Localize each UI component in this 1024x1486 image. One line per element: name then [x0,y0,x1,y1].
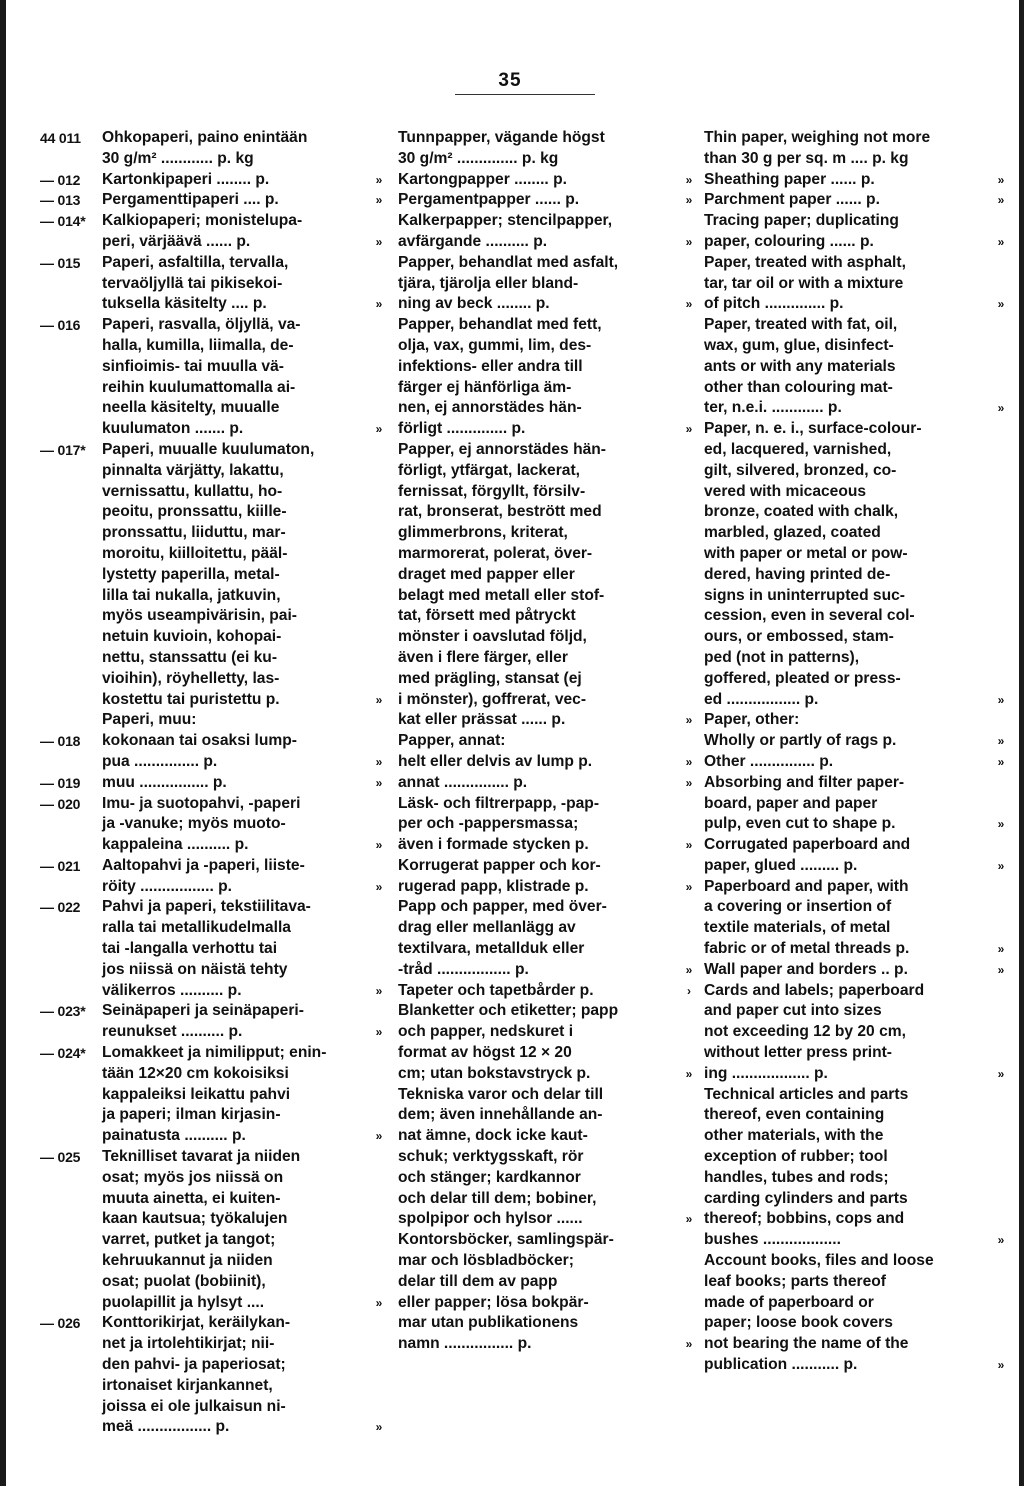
swedish-description: Kalkerpapper; stencilpapper, avfärgande .......... p. [398,212,613,250]
tariff-code: — 018 [40,733,81,750]
swedish-description: Papper, ej annorstädes hän- förligt, ytfärgat, lackerat, fernissat, förgyllt, försilv- rat, bronserat, bestrött med glimmerbrons, kriterat, marmorerat, polerat, över- draget med papper eller belagt med metall eller stof- tat, försett med påtryckt mönster i oavslutad följd, även i flere färger, eller med prägling, stansat (ej i mönster), goffrerat, vec- kat eller prässat ...... p. [398,440,606,729]
finnish-entry [40,1147,383,1313]
swedish-entry [398,897,693,980]
english-entry [704,315,1005,419]
tariff-code: — 012 [40,171,81,188]
finnish-entry [40,128,364,170]
english-entry [704,752,1005,773]
ditto-mark: » [997,1358,1005,1373]
english-description: Paper, n. e. i., surface-colour- ed, lacquered, varnished, gilt, silvered, bronzed, co- vered with micaceous bronze, coated with chalk, marbled, glazed, coated with paper or metal or pow- dered, having printed de- signs in uninterrupted suc- cession, even in several col- ours, or embossed, stam- ped (not in patterns), goffered, pleated or press- ed ................. p. [704,420,922,708]
finnish-description: Paperi, asfaltilla, tervalla, tervaöljyllä tai pikisekoi- tuksella käsitelty .... p. [102,253,289,313]
swedish-description: Tunnpapper, vägande högst 30 g/m² .............. p. kg [398,129,605,167]
finnish-entry [40,211,383,253]
english-entry [704,128,986,170]
swedish-description: Papper, behandlat med fett, olja, vax, gummi, lim, des- infektions- eller andra till färger ej hänförliga äm- nen, ej annorstädes hän- förligt .............. p. [398,316,602,438]
ditto-mark: » [375,297,383,312]
swedish-description: Tapeter och tapetbårder p. [398,981,594,999]
swedish-column [398,128,693,1355]
ditto-mark: » [685,1212,693,1227]
tariff-code: — 024* [40,1045,86,1062]
swedish-description: Tekniska varor och delar till dem; även innehållande an- nat ämne, dock icke kaut- schuk; verktygsskaft, rör och stänger; kardkannor och delar till dem; bobiner, spolpipor och hylsor ...... [398,1085,604,1228]
english-entry [704,773,1005,835]
ditto-mark: » [997,692,1005,707]
finnish-description: Paperi, rasvalla, öljyllä, va- halla, kumilla, liimalla, de- sinfioimis- tai muulla vä- reihin kuulumattomalla ai- neella käsitelty, muualle kuulumaton ....... p. [102,316,301,438]
ditto-mark: » [997,734,1005,749]
finnish-entry [40,897,383,1001]
finnish-entry [40,440,383,710]
finnish-description: Imu- ja suotopahvi, -paperi ja -vanuke; myös muoto- kappaleina .......... p. [102,794,301,854]
swedish-entry [398,440,693,731]
finnish-description: kokonaan tai osaksi lump- pua ............... p. [102,732,297,770]
ditto-mark: » [997,817,1005,832]
finnish-entry [40,710,364,731]
tariff-code: — 016 [40,317,81,334]
finnish-description: Pergamenttipaperi .... p. [102,191,279,209]
ditto-mark: » [375,1025,383,1040]
english-description: Paper, treated with asphalt, tar, tar oil or with a mixture of pitch .............. p. [704,253,906,313]
swedish-entry [398,981,691,1002]
tariff-code: 44 011 [40,130,81,146]
english-column [704,128,1005,1376]
english-description: Other ............... p. [704,752,834,770]
ditto-mark: » [997,1066,1005,1081]
ditto-mark: » [685,422,693,437]
swedish-entry [398,1001,693,1084]
finnish-entry [40,315,383,440]
tariff-code: — 023* [40,1003,86,1020]
finnish-entry [40,856,383,898]
english-entry [704,710,1005,752]
finnish-entry [40,731,383,773]
swedish-description: Papper, behandlat med asfalt, tjära, tjärolja eller bland- ning av beck ........ p. [398,253,619,313]
swedish-entry [398,1230,693,1355]
english-description: Account books, files and loose leaf books; parts thereof made of paperboard or paper; loose book covers not bearing the name of the publication ........... p. [704,1252,934,1374]
english-description: Thin paper, weighing not more than 30 g per sq. m .... p. kg [704,129,931,167]
finnish-description: Ohkopaperi, paino enintään 30 g/m² ............ p. kg [102,129,308,167]
tariff-code: — 015 [40,254,81,271]
ditto-mark: » [685,1066,693,1081]
ditto-mark: » [997,942,1005,957]
english-entry [704,253,1005,315]
english-description: Paper, other: Wholly or partly of rags p. [704,711,897,750]
finnish-entry [40,190,383,211]
english-description: Technical articles and parts thereof, even containing other materials, with the exception of rubber; tool handles, tubes and rods; carding cylinders and parts thereof; bobbins, cops and bushes .................. [704,1085,909,1249]
english-description: Tracing paper; duplicating paper, colouring ...... p. [704,212,899,250]
ditto-mark: » [997,754,1005,769]
ditto-mark: » [685,775,693,790]
english-entry [704,1085,1005,1251]
finnish-description: Seinäpaperi ja seinäpaperi- reunukset .......... p. [102,1002,304,1041]
english-description: Paperboard and paper, with a covering or insertion of textile materials, of metal fabric or of metal threads p. [704,877,910,958]
english-description: Sheathing paper ...... p. [704,170,875,188]
swedish-entry [398,773,693,794]
finnish-description: Paperi, muu: [102,711,197,729]
tariff-code: — 014* [40,213,86,230]
english-description: Wall paper and borders .. p. [704,960,908,978]
finnish-entry [40,170,383,191]
ditto-mark: » [375,692,383,707]
swedish-description: Blanketter och etiketter; papp och papper, nedskuret i format av högst 12 × 20 cm; utan bokstavstryck p. [398,1002,619,1082]
ditto-mark: » [685,879,693,894]
ditto-mark: » [685,1337,693,1352]
ditto-mark: » [375,422,383,437]
english-entry [704,419,1005,710]
ditto-mark: » [685,193,693,208]
page-number-rule [455,94,595,95]
finnish-entry [40,1001,383,1043]
ditto-mark: » [685,838,693,853]
ditto-mark: » [375,879,383,894]
english-entry [704,835,1005,877]
ditto-mark: » [685,713,693,728]
english-entry [704,877,1005,960]
finnish-description: Kalkiopaperi; monistelupa- peri, värjäävä ...... p. [102,212,303,250]
english-entry [704,170,1005,191]
ditto-mark: » [997,234,1005,249]
finnish-description: Kartonkipaperi ........ p. [102,170,270,188]
ditto-mark: » [685,172,693,187]
ditto-mark: » [997,962,1005,977]
ditto-mark: » [685,754,693,769]
swedish-description: Papper, annat: helt eller delvis av lump p. [398,732,593,770]
finnish-description: muu ................ p. [102,773,227,791]
swedish-entry [398,794,693,856]
swedish-entry [398,170,693,191]
finnish-entry [40,794,383,856]
finnish-entry [40,773,383,794]
tariff-code: — 019 [40,774,81,791]
english-entry [704,981,1005,1085]
english-description: Cards and labels; paperboard and paper cut into sizes not exceeding 12 by 20 cm, without letter press print- ing .................. p. [704,981,925,1082]
finnish-description: Paperi, muualle kuulumaton, pinnalta värjätty, lakattu, vernissattu, kullattu, ho- peoitu, pronssattu, kiille- pronssattu, liiduttu, mar- moroitu, kiilloitettu, pääl- lystetty paperilla, metal- lilla tai nukalla, jatkuvin, myös useampivärisin, pai- netuin kuvioin, kohopai- nettu, stanssattu (ei ku- vioihin), röyhelletty, las- kostettu tai puristettu p. [102,440,315,708]
swedish-description: Papp och papper, med över- drag eller mellanlägg av textilvara, metallduk eller -tråd ................. p. [398,898,607,978]
page-number: 35 [498,70,522,91]
swedish-entry [398,856,693,898]
swedish-description: Kartongpapper ........ p. [398,170,567,188]
swedish-description: Pergamentpapper ...... p. [398,191,580,209]
finnish-description: Aaltopahvi ja -paperi, liistе- röity ................. p. [102,856,305,895]
finnish-description: Teknilliset tavarat ja niiden osat; myös jos niissä on muuta ainetta, ei kuiten- kaan kautsua; työkalujen varret, putket ja tangot; kehruukannut ja niiden osat; puolat (bobiinit), puolapillit ja hylsyt .... [102,1148,301,1311]
ditto-mark: » [997,858,1005,873]
english-description: Corrugated paperboard and paper, glued ......... p. [704,836,911,874]
ditto-mark: » [685,962,693,977]
ditto-mark: » [997,1233,1005,1248]
tariff-code: — 020 [40,795,81,812]
finnish-column [40,128,383,1438]
english-description: Paper, treated with fat, oil, wax, gum, glue, disinfect- ants or with any materials other than colouring mat- ter, n.e.i. ............ p. [704,316,898,417]
ditto-mark: » [997,193,1005,208]
swedish-description: annat ............... p. [398,773,528,791]
finnish-description: Pahvi ja paperi, tekstiilitava- ralla tai metallikudelmalla tai -langalla verhottu tai jos niissä on näistä tehty välikerros .......... p. [102,898,311,999]
swedish-entry [398,253,693,315]
ditto-mark: » [997,172,1005,187]
swedish-entry [398,315,693,440]
english-description: Parchment paper ...... p. [704,191,880,209]
english-description: Absorbing and filter paper- board, paper and paper pulp, even cut to shape p. [704,773,905,833]
swedish-description: Korrugerat papper och kor- rugerad papp, klistrade p. [398,856,601,895]
finnish-entry [40,1043,383,1147]
ditto-mark: › [687,983,691,998]
english-entry [704,190,1005,211]
scan-edge-right [1019,0,1024,1486]
finnish-entry [40,1313,383,1438]
swedish-entry [398,190,693,211]
ditto-mark: » [375,234,383,249]
finnish-entry [40,253,383,315]
ditto-mark: » [375,193,383,208]
ditto-mark: » [375,1295,383,1310]
ditto-mark: » [685,297,693,312]
swedish-entry [398,731,693,773]
ditto-mark: » [997,401,1005,416]
english-entry [704,1251,1005,1376]
english-entry [704,960,1005,981]
english-entry [704,211,1005,253]
swedish-description: Läsk- och filtrerpapp, -pap- per och -pappersmassa; även i formade stycken p. [398,794,600,854]
ditto-mark: » [997,297,1005,312]
finnish-description: Lomakkeet ja nimilipput; enin- tään 12×20 cm kokoisiksi kappaleiksi leikattu pahvi ja paperi; ilman kirjasin- painatusta .......... p. [102,1044,327,1145]
tariff-code: — 025 [40,1149,81,1166]
ditto-mark: » [375,754,383,769]
ditto-mark: » [685,234,693,249]
tariff-code: — 017* [40,441,86,458]
scan-edge-left [0,0,6,1486]
ditto-mark: » [375,983,383,998]
finnish-description: Konttorikirjat, keräilykan- net ja irtolehtikirjat; nii- den pahvi- ja paperiosat; irtonaiset kirjankannet, joissa ei ole julkaisun ni- meä ................. p. [102,1314,291,1436]
ditto-mark: » [375,775,383,790]
swedish-entry [398,1085,693,1231]
ditto-mark: » [375,172,383,187]
ditto-mark: » [375,838,383,853]
tariff-code: — 026 [40,1315,81,1332]
swedish-description: Kontorsböcker, samlingspär- mar och lösbladböcker; delar till dem av papp eller papper; lösa bokpär- mar utan publikationens namn ................ p. [398,1231,614,1353]
ditto-mark: » [375,1129,383,1144]
ditto-mark: » [375,1420,383,1435]
tariff-code: — 013 [40,192,81,209]
tariff-code: — 021 [40,857,81,874]
swedish-entry [398,211,693,253]
tariff-code: — 022 [40,899,81,916]
swedish-entry [398,128,674,170]
